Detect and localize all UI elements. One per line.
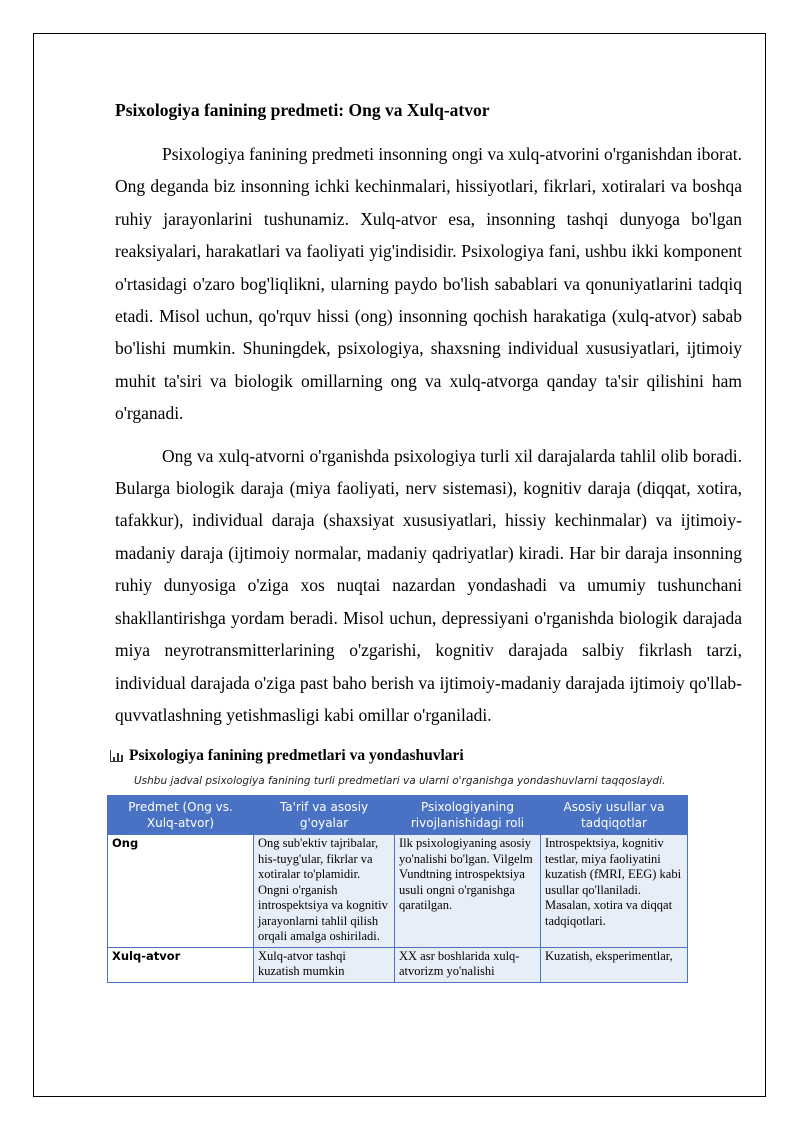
paragraph-1: Psixologiya fanining predmeti insonning ongi va xulq-atvorini o'rganishdan iborat. Ong deganda biz insonning ichki kechinmalari, hissiyotlari, fikrlari, xotiralari va boshqa ruhiy jarayonlarini tushunamiz. Xulq-atvor esa, insonning tashqi dunyoga bo'lgan reaksiyalari, harakatlari va faoliyati yig'indisidir. Psixologiya fani, ushbu ikki komponent o'rtasidagi o'zaro bog'liqlikni, ularning paydo bo'lish sabablari va qonuniyatlarini tadqiq etadi. Misol uchun, qo'rquv hissi (ong) insonning qochish harakatiga (xulq-atvor) sabab bo'lishi mumkin. Shuningdek, psixologiya, shaxsning individual xususiyatlari, ijtimoiy muhit ta'siri va biologik omillarning ong va xulq-atvorga qanday ta'sir qilishini ham o'rganadi.: [115, 144, 742, 424]
table-cell: Ong: [108, 835, 254, 948]
table-cell: Xulq-atvor: [108, 947, 254, 982]
table-cell: XX asr boshlarida xulq-atvorizm yo'nalishi: [395, 947, 541, 982]
table-row: [108, 947, 688, 982]
column-header: Psixologiyaning rivojlanishidagi roli: [395, 796, 541, 835]
table-row: [108, 835, 688, 948]
table-heading: [110, 745, 742, 767]
document-body: [112, 98, 742, 1007]
table-cell: Ong sub'ektiv tajribalar, his-tuyg'ular, fikrlar va xotiralar to'plamidir. Ongni o'rganish introspektsiya va kognitiv jarayonlarni tahlil qilish orqali amalga oshiriladi.: [254, 835, 395, 948]
table-header-row: [108, 796, 688, 835]
column-header: Predmet (Ong vs. Xulq-atvor): [108, 796, 254, 835]
column-header: Ta'rif va asosiy g'oyalar: [254, 796, 395, 835]
table-cell: Kuzatish, eksperimentlar,: [541, 947, 688, 982]
table-caption: Ushbu jadval psixologiya fanining turli predmetlari va ularni o'rganishga yondashuvlarni taqqoslaydi.: [134, 775, 666, 788]
column-header: Asosiy usullar va tadqiqotlar: [541, 796, 688, 835]
table-heading-text: Psixologiya fanining predmetlari va yondashuvlari: [129, 747, 464, 765]
document-title: Psixologiya fanining predmeti: Ong va Xulq-atvor: [115, 100, 490, 120]
paragraph-2: Ong va xulq-atvorni o'rganishda psixologiya turli xil darajalarda tahlil olib boradi. Bularga biologik daraja (miya faoliyati, nerv sistemasi), kognitiv daraja (diqqat, xotira, tafakkur), individual daraja (shaxsiyat xususiyatlari, hissiy kechinmalar) va ijtimoiy-madaniy daraja (ijtimoiy normalar, madaniy qadriyatlar) kiradi. Har bir daraja insonning ruhiy dunyosiga o'ziga xos nuqtai nazardan yondashadi va umumiy tushunchani shakllantirishga yordam beradi. Misol uchun, depressiyani o'rganishda biologik darajada miya neyrotransmitterlarining o'zgarishi, kognitiv darajada salbiy fikrlash tarzi, individual darajada o'ziga past baho berish va ijtimoiy-madaniy darajada ijtimoiy qo'llab-quvvatlashning yetishmasligi kabi omillar o'rganiladi.: [115, 445, 742, 725]
table-cell: Xulq-atvor tashqi kuzatish mumkin: [254, 947, 395, 982]
bar-chart-icon: [110, 750, 123, 762]
table-cell: Introspektsiya, kognitiv testlar, miya faoliyatini kuzatish (fMRI, EEG) kabi usullar qo'llaniladi. Masalan, xotira va diqqat tadqiqotlari.: [541, 835, 688, 948]
comparison-table: [107, 795, 688, 983]
table-container: [112, 795, 742, 1007]
table-cell: Ilk psixologiyaning asosiy yo'nalishi bo'lgan. Vilgelm Vundtning introspektsiya usuli ongni o'rganishga qaratilgan.: [395, 835, 541, 948]
